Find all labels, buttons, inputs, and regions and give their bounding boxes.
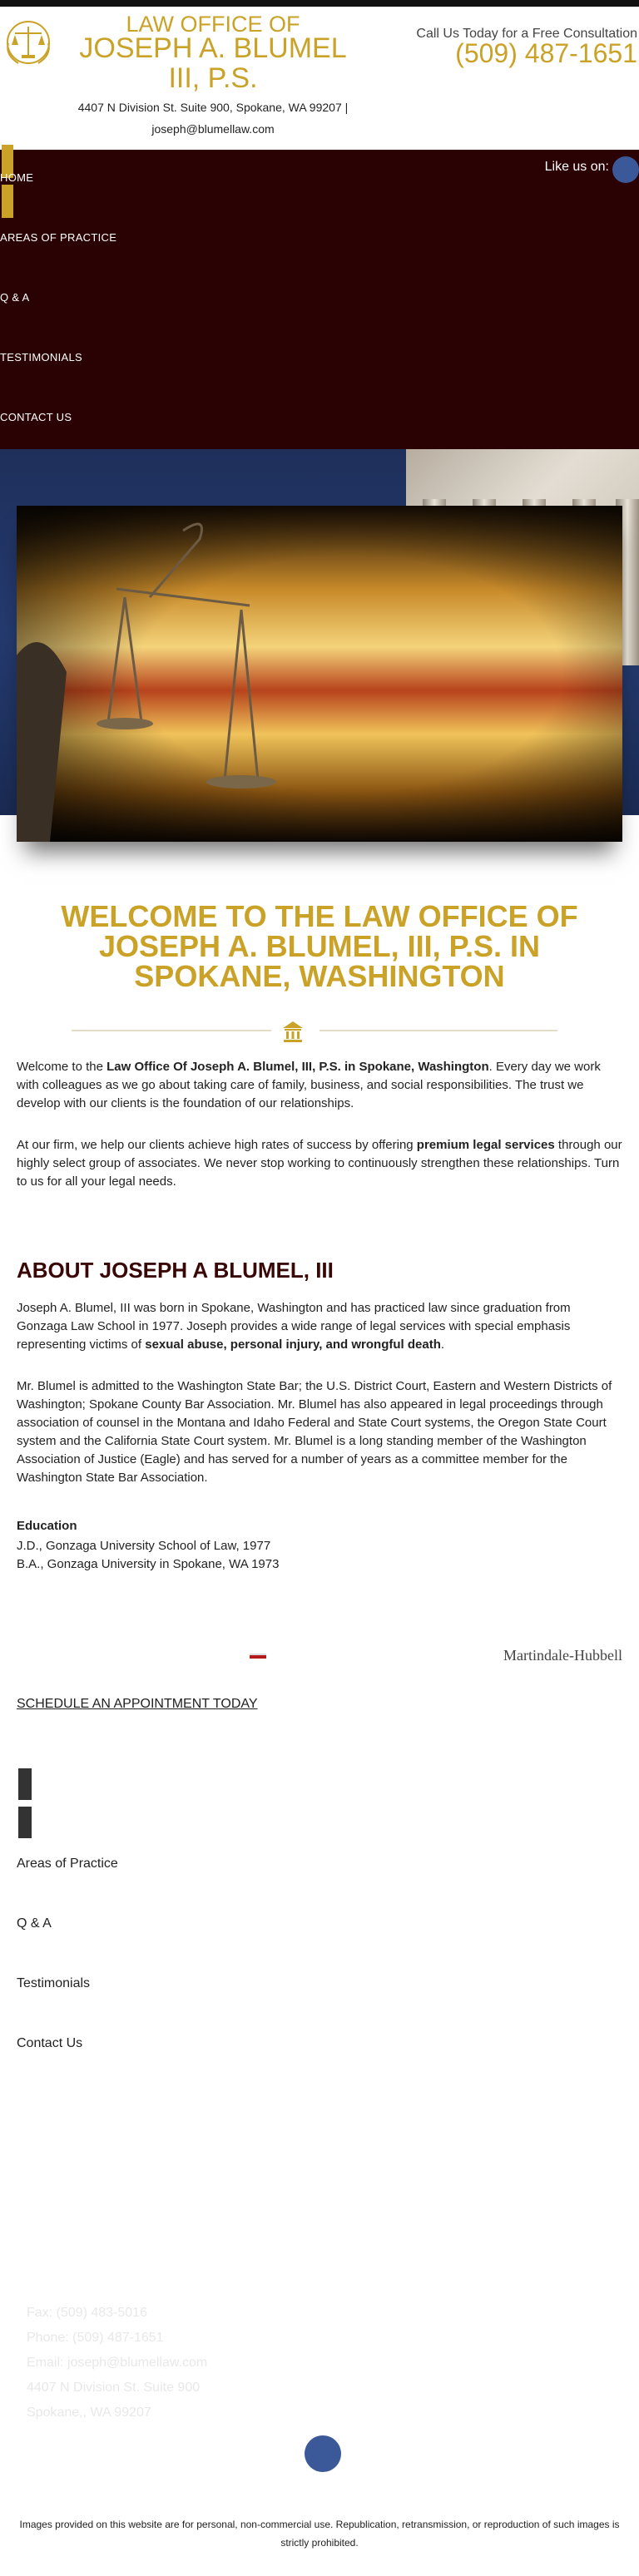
phone-number[interactable]: Phone: (509) 487-1651 [27, 2331, 164, 2345]
nav-item-qa[interactable]: Q & A [0, 291, 30, 304]
cta-label: Call Us Today for a Free Consultation [416, 27, 637, 41]
welcome-paragraph-1 [17, 1058, 622, 1113]
scales-of-justice-icon[interactable] [2, 18, 55, 67]
main-nav [0, 150, 639, 449]
text-span: through our highly select group of associates. We never stop working to continuously strengthen these relationships. Turn to us for all your legal needs. [17, 1138, 622, 1189]
nav-accent-bar [2, 185, 13, 218]
about-paragraph-1 [17, 1299, 622, 1354]
nav-item-contact-us[interactable]: CONTACT US [0, 411, 72, 423]
scales-hero-image [17, 506, 622, 842]
email-link[interactable]: joseph@blumellaw.com [151, 122, 275, 136]
like-us-label: Like us on: [544, 160, 609, 174]
city-address: Spokane,, WA 99207 [27, 2405, 151, 2420]
nav-item-testimonials[interactable]: TESTIMONIALS [0, 351, 82, 363]
footer-link-areas-of-practice[interactable]: Areas of Practice [17, 1857, 118, 1871]
address-text: 4407 N Division St. Suite 900, Spokane, WA 99207 | [77, 101, 349, 114]
education-item: B.A., Gonzaga University in Spokane, WA 1973 [17, 1557, 280, 1571]
welcome-paragraph-2 [17, 1136, 622, 1191]
firm-name-line1: LAW OFFICE OF [126, 12, 300, 37]
badge-image [250, 1654, 266, 1659]
about-heading: ABOUT JOSEPH A BLUMEL, III [17, 1258, 334, 1283]
firm-name-line2: JOSEPH A. BLUMEL III, P.S. [79, 32, 347, 94]
social-placeholder [18, 1768, 32, 1800]
header-address [72, 96, 354, 140]
fax-number: Fax: (509) 483-5016 [27, 2306, 147, 2320]
social-placeholder [18, 1807, 32, 1838]
footer-link-testimonials[interactable]: Testimonials [17, 1976, 91, 1990]
bold-text: sexual abuse, personal injury, and wrongful death [145, 1337, 441, 1352]
about-paragraph-2: Mr. Blumel is admitted to the Washington State Bar; the U.S. District Court, Eastern and Western Districts of Washington; Spokane County Bar Association. Mr. Blumel has also appeared in legal proceedings through association of counsel in the Montana and Idaho Federal and State Court systems, the Oregon State Court system and the California State Court system. Mr. Blumel is a long standing member of the Washington Association of Justice (Eagle) and has served for a number of years as a committee member for the Washington State Bar Association. [17, 1379, 612, 1485]
martindale-hubbell-logo[interactable]: Martindale-Hubbell [503, 1647, 622, 1664]
facebook-icon[interactable] [612, 156, 639, 183]
schedule-appointment-link[interactable]: SCHEDULE AN APPOINTMENT TODAY [17, 1697, 258, 1711]
education-heading: Education [17, 1519, 77, 1533]
bold-text: premium legal services [416, 1138, 555, 1152]
text-span: Joseph A. Blumel, III was born in Spokane, Washington and has practiced law since graduation from Gonzaga Law School in 1977. Joseph provides a wide range of legal services with special emphasis representing victims of [17, 1301, 571, 1352]
email-address[interactable]: Email: joseph@blumellaw.com [27, 2356, 208, 2370]
image-disclaimer: Images provided on this website are for personal, non-commercial use. Republication, retransmission, or reproduction of such images is strictly prohibited. [19, 2519, 620, 2549]
courthouse-icon [280, 1018, 306, 1045]
footer-link-qa[interactable]: Q & A [17, 1916, 52, 1931]
bold-text: Law Office Of Joseph A. Blumel, III, P.S. in Spokane, Washington [106, 1060, 489, 1074]
nav-item-areas-of-practice[interactable]: AREAS OF PRACTICE [0, 231, 117, 244]
facebook-icon[interactable] [305, 2435, 341, 2472]
education-item: J.D., Gonzaga University School of Law, 1977 [17, 1539, 271, 1553]
text-span: . Every day we work with colleagues as we go about taking care of family, business, and social responsibilities. The trust we develop with our clients is the foundation of our relationships. [17, 1060, 601, 1110]
divider-line [320, 1030, 557, 1031]
welcome-heading: WELCOME TO THE LAW OFFICE OF JOSEPH A. BLUMEL, III, P.S. IN SPOKANE, WASHINGTON [61, 899, 578, 993]
text-span: At our firm, we help our clients achieve high rates of success by offering [17, 1138, 417, 1152]
phone-link[interactable]: (509) 487-1651 [455, 38, 637, 68]
text-span: . [440, 1337, 445, 1352]
nav-item-home[interactable]: HOME [0, 171, 34, 184]
text-span: Welcome to the [17, 1060, 107, 1074]
top-bar [0, 0, 639, 7]
street-address: 4407 N Division St. Suite 900 [27, 2381, 201, 2395]
footer-link-contact-us[interactable]: Contact Us [17, 2036, 83, 2050]
divider-line [72, 1030, 271, 1031]
